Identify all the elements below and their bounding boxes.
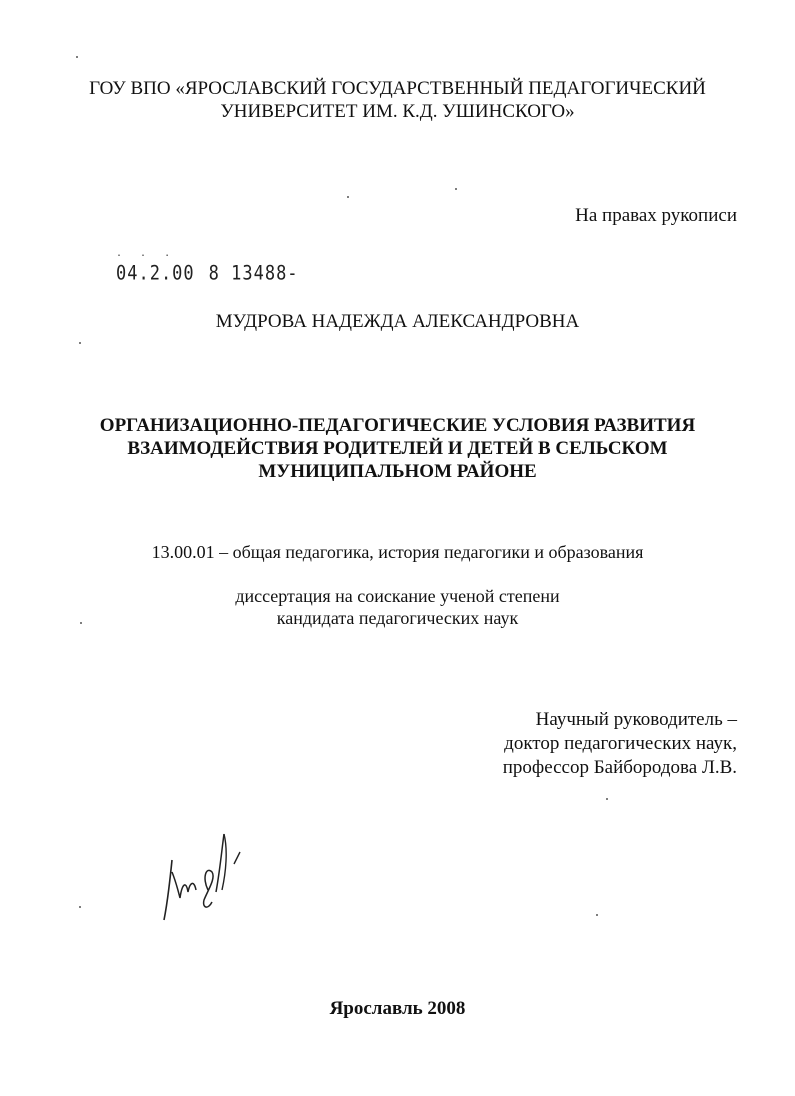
degree-line-2: кандидата педагогических наук (276, 608, 519, 628)
scan-speck (347, 196, 349, 198)
city-and-year: Ярославль 2008 (329, 998, 466, 1019)
degree-line-1: диссертация на соискание ученой степени (235, 586, 560, 606)
scan-speck (79, 342, 81, 344)
scan-speck (606, 798, 608, 800)
specialty-code: 13.00.01 – общая педагогика, история педагогики и образования (151, 542, 644, 562)
thesis-title-line-2: ВЗАИМОДЕЙСТВИЯ РОДИТЕЛЕЙ И ДЕТЕЙ В СЕЛЬСКОМ (127, 438, 668, 459)
scan-speck (76, 56, 78, 58)
scan-speck (596, 914, 598, 916)
supervisor-line-3: профессор Байбородова Л.В. (502, 757, 737, 778)
scan-speck (80, 622, 82, 624)
handwritten-signature (150, 820, 260, 930)
thesis-title-line-3: МУНИЦИПАЛЬНОМ РАЙОНЕ (258, 461, 537, 482)
stamp-number: 8 13488- (208, 262, 299, 285)
organization-line-2: УНИВЕРСИТЕТ ИМ. К.Д. УШИНСКОГО» (220, 101, 575, 122)
scan-speck (79, 906, 81, 908)
supervisor-line-1: Научный руководитель – (535, 709, 737, 730)
library-stamp (116, 262, 299, 285)
author-name: МУДРОВА НАДЕЖДА АЛЕКСАНДРОВНА (215, 311, 580, 332)
rights-note: На правах рукописи (575, 205, 737, 226)
stamp-dots: . . . (116, 248, 177, 259)
scan-speck (455, 188, 457, 190)
stamp-date: 04.2.00 (116, 262, 195, 285)
organization-line-1: ГОУ ВПО «ЯРОСЛАВСКИЙ ГОСУДАРСТВЕННЫЙ ПЕДАГОГИЧЕСКИЙ (89, 78, 706, 99)
thesis-title-line-1: ОРГАНИЗАЦИОННО-ПЕДАГОГИЧЕСКИЕ УСЛОВИЯ РАЗВИТИЯ (99, 415, 696, 436)
supervisor-line-2: доктор педагогических наук, (504, 733, 737, 754)
